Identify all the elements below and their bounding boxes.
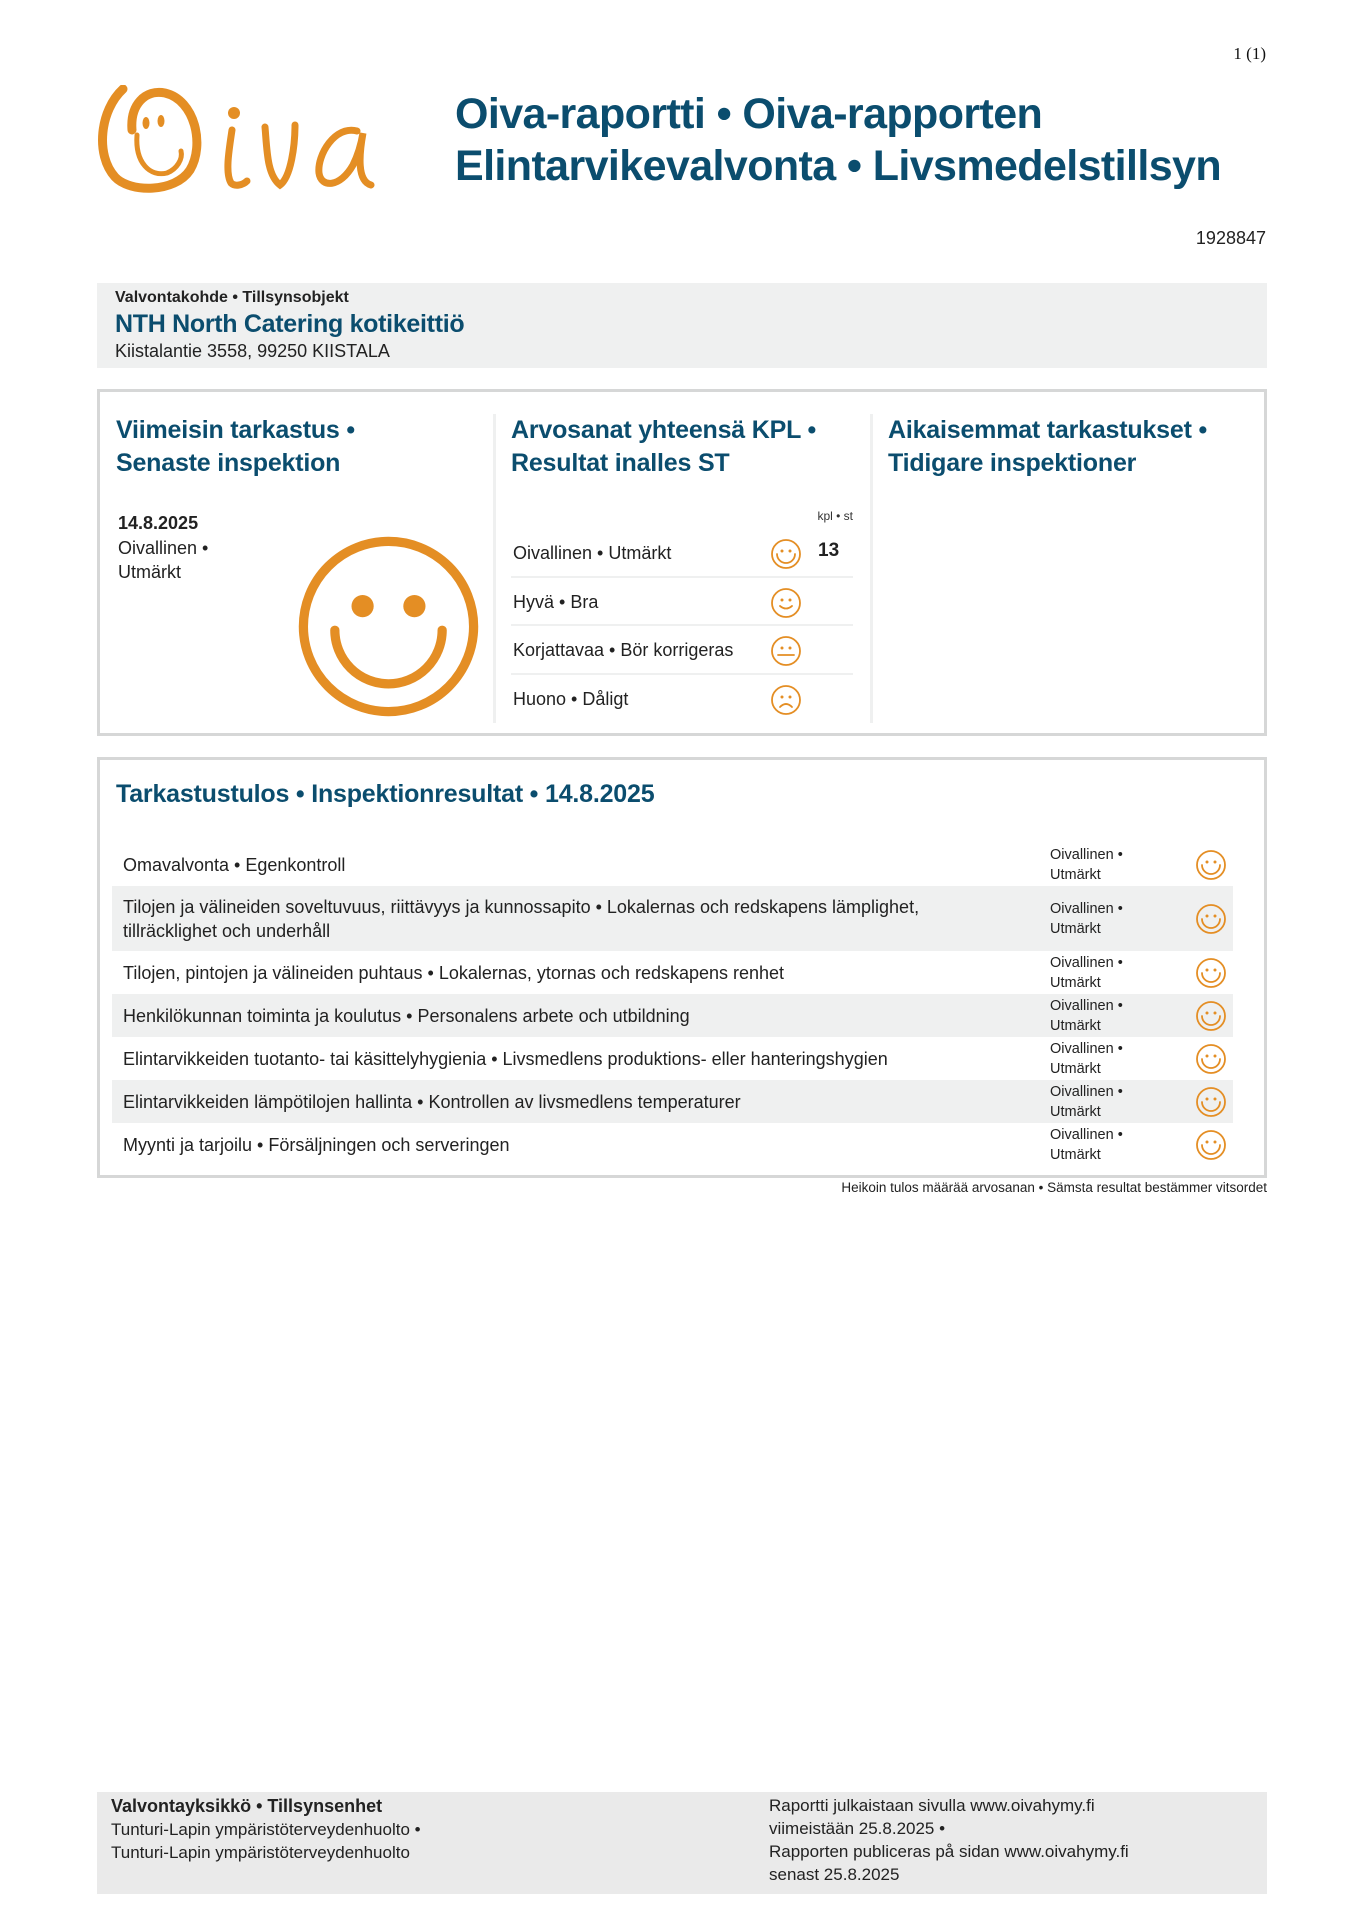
- target-label: Valvontakohde • Tillsynsobjekt: [115, 289, 349, 306]
- excellent-smiley-icon: [1195, 957, 1227, 989]
- result-grade-line-2: Utmärkt: [1050, 866, 1101, 883]
- result-row: [112, 1123, 1233, 1166]
- target-address: Kiistalantie 3558, 99250 KIISTALA: [115, 341, 390, 361]
- result-row: [112, 1037, 1233, 1080]
- results-list: [112, 843, 1233, 1166]
- latest-date: 14.8.2025: [118, 513, 199, 533]
- previous-heading-line-1: Aikaisemmat tarkastukset •: [888, 416, 1207, 444]
- result-grade-line-2: Utmärkt: [1050, 1017, 1101, 1034]
- page-number: 1 (1): [1233, 44, 1266, 63]
- grade-count: 13: [818, 540, 840, 561]
- excellent-smiley-icon: [1195, 849, 1227, 881]
- inspection-target: [97, 283, 1267, 368]
- supervision-unit: [111, 1794, 421, 1864]
- result-grade-line-2: Utmärkt: [1050, 1103, 1101, 1120]
- result-grade-line-1: Oivallinen •: [1050, 846, 1123, 863]
- result-grade-line-2: Utmärkt: [1050, 1146, 1101, 1163]
- result-grade-line-2: Utmärkt: [1050, 974, 1101, 991]
- grade-list: [511, 529, 853, 723]
- oiva-logo: [95, 85, 415, 195]
- totals-heading-line-1: Arvosanat yhteensä KPL •: [511, 416, 816, 444]
- report-id: 1928847: [1195, 228, 1266, 248]
- title-line-1: Oiva-raportti • Oiva-rapporten: [455, 90, 1043, 138]
- footer: [97, 1792, 1267, 1894]
- good-smiley-icon: [770, 587, 802, 619]
- previous-heading-line-2: Tidigare inspektioner: [888, 449, 1137, 477]
- previous-heading: [888, 414, 1250, 480]
- excellent-smiley-icon: [1195, 1043, 1227, 1075]
- result-grade: [1050, 953, 1123, 993]
- summary-panel: [97, 389, 1267, 736]
- result-grade: [1050, 899, 1123, 939]
- unit-line-1: Tunturi-Lapin ympäristöterveydenhuolto •: [111, 1820, 421, 1839]
- excellent-smiley-icon: [296, 534, 481, 719]
- result-grade: [1050, 996, 1123, 1036]
- result-grade-line-1: Oivallinen •: [1050, 1083, 1123, 1100]
- publish-line-2: viimeistään 25.8.2025 •: [769, 1819, 946, 1838]
- result-row: [112, 1080, 1233, 1123]
- excellent-smiley-icon: [1195, 1129, 1227, 1161]
- result-category: Omavalvonta • Egenkontroll: [123, 854, 346, 875]
- grade-row-to-correct: [511, 626, 853, 675]
- latest-grade-line-2: Utmärkt: [118, 562, 181, 582]
- totals-heading-line-2: Resultat inalles ST: [511, 449, 730, 477]
- result-grade-line-1: Oivallinen •: [1050, 1126, 1123, 1143]
- result-row: [112, 886, 1233, 951]
- result-row: [112, 951, 1233, 994]
- result-category: Elintarvikkeiden lämpötilojen hallinta • Kontrollen av livsmedlens temperaturer: [123, 1091, 741, 1112]
- latest-heading: [116, 414, 486, 480]
- grade-row-poor: [511, 675, 853, 724]
- result-category: Elintarvikkeiden tuotanto- tai käsittelyhygienia • Livsmedlens produktions- eller hanteringshygien: [123, 1048, 888, 1069]
- result-grade-line-1: Oivallinen •: [1050, 1040, 1123, 1057]
- latest-inspection: [116, 414, 486, 723]
- latest-heading-line-2: Senaste inspektion: [116, 449, 341, 477]
- grade-label: Oivallinen • Utmärkt: [513, 543, 672, 563]
- publish-line-1: Raportti julkaistaan sivulla www.oivahymy.fi: [769, 1796, 1095, 1815]
- grade-label: Huono • Dåligt: [513, 688, 629, 709]
- report-title: [455, 88, 1221, 192]
- unit-line-2: Tunturi-Lapin ympäristöterveydenhuolto: [111, 1843, 410, 1862]
- grade-row-good: [511, 578, 853, 627]
- latest-grade: [118, 536, 208, 584]
- publication-info: [769, 1794, 1129, 1886]
- excellent-smiley-icon: [1195, 903, 1227, 935]
- excellent-smiley-icon: [770, 538, 802, 570]
- grade-totals: [493, 414, 863, 723]
- results-note: Heikoin tulos määrää arvosanan • Sämsta resultat bestämmer vitsordet: [841, 1180, 1267, 1195]
- result-grade: [1050, 1082, 1123, 1122]
- results-title: Tarkastustulos • Inspektionresultat • 14.8.2025: [116, 780, 655, 808]
- totals-heading: [511, 414, 863, 480]
- result-category: Myynti ja tarjoilu • Försäljningen och serveringen: [123, 1134, 510, 1155]
- result-grade-line-1: Oivallinen •: [1050, 900, 1123, 917]
- grade-row-excellent: [511, 529, 853, 578]
- result-grade-line-1: Oivallinen •: [1050, 997, 1123, 1014]
- previous-inspections: [870, 414, 1250, 723]
- grade-label: Hyvä • Bra: [513, 591, 599, 612]
- latest-heading-line-1: Viimeisin tarkastus •: [116, 416, 355, 444]
- result-grade: [1050, 845, 1123, 885]
- target-name: NTH North Catering kotikeittiö: [115, 310, 465, 338]
- unit-label: Valvontayksikkö • Tillsynsenhet: [111, 1796, 383, 1816]
- latest-grade-line-1: Oivallinen •: [118, 538, 209, 558]
- title-line-2: Elintarvikevalvonta • Livsmedelstillsyn: [455, 142, 1221, 190]
- result-row: [112, 843, 1233, 886]
- excellent-smiley-icon: [1195, 1086, 1227, 1118]
- result-category: Henkilökunnan toiminta ja koulutus • Personalens arbete och utbildning: [123, 1005, 690, 1026]
- result-grade-line-2: Utmärkt: [1050, 1060, 1101, 1077]
- sad-smiley-icon: [770, 684, 802, 716]
- result-category: Tilojen ja välineiden soveltuvuus, riittävyys ja kunnossapito • Lokalernas och redskapens lämplighet, tillräcklighet och underhåll: [123, 896, 920, 941]
- inspection-results: [97, 757, 1267, 1178]
- neutral-smiley-icon: [770, 635, 802, 667]
- result-grade-line-1: Oivallinen •: [1050, 954, 1123, 971]
- publish-line-3: Rapporten publiceras på sidan www.oivahymy.fi: [769, 1842, 1129, 1861]
- result-grade: [1050, 1039, 1123, 1079]
- excellent-smiley-icon: [1195, 1000, 1227, 1032]
- grade-label: Korjattavaa • Bör korrigeras: [513, 640, 734, 660]
- result-row: [112, 994, 1233, 1037]
- result-category: Tilojen, pintojen ja välineiden puhtaus • Lokalernas, ytornas och redskapens renhet: [123, 962, 785, 983]
- result-grade: [1050, 1125, 1123, 1165]
- publish-line-4: senast 25.8.2025: [769, 1865, 900, 1884]
- result-grade-line-2: Utmärkt: [1050, 920, 1101, 937]
- count-header: kpl • st: [817, 509, 853, 523]
